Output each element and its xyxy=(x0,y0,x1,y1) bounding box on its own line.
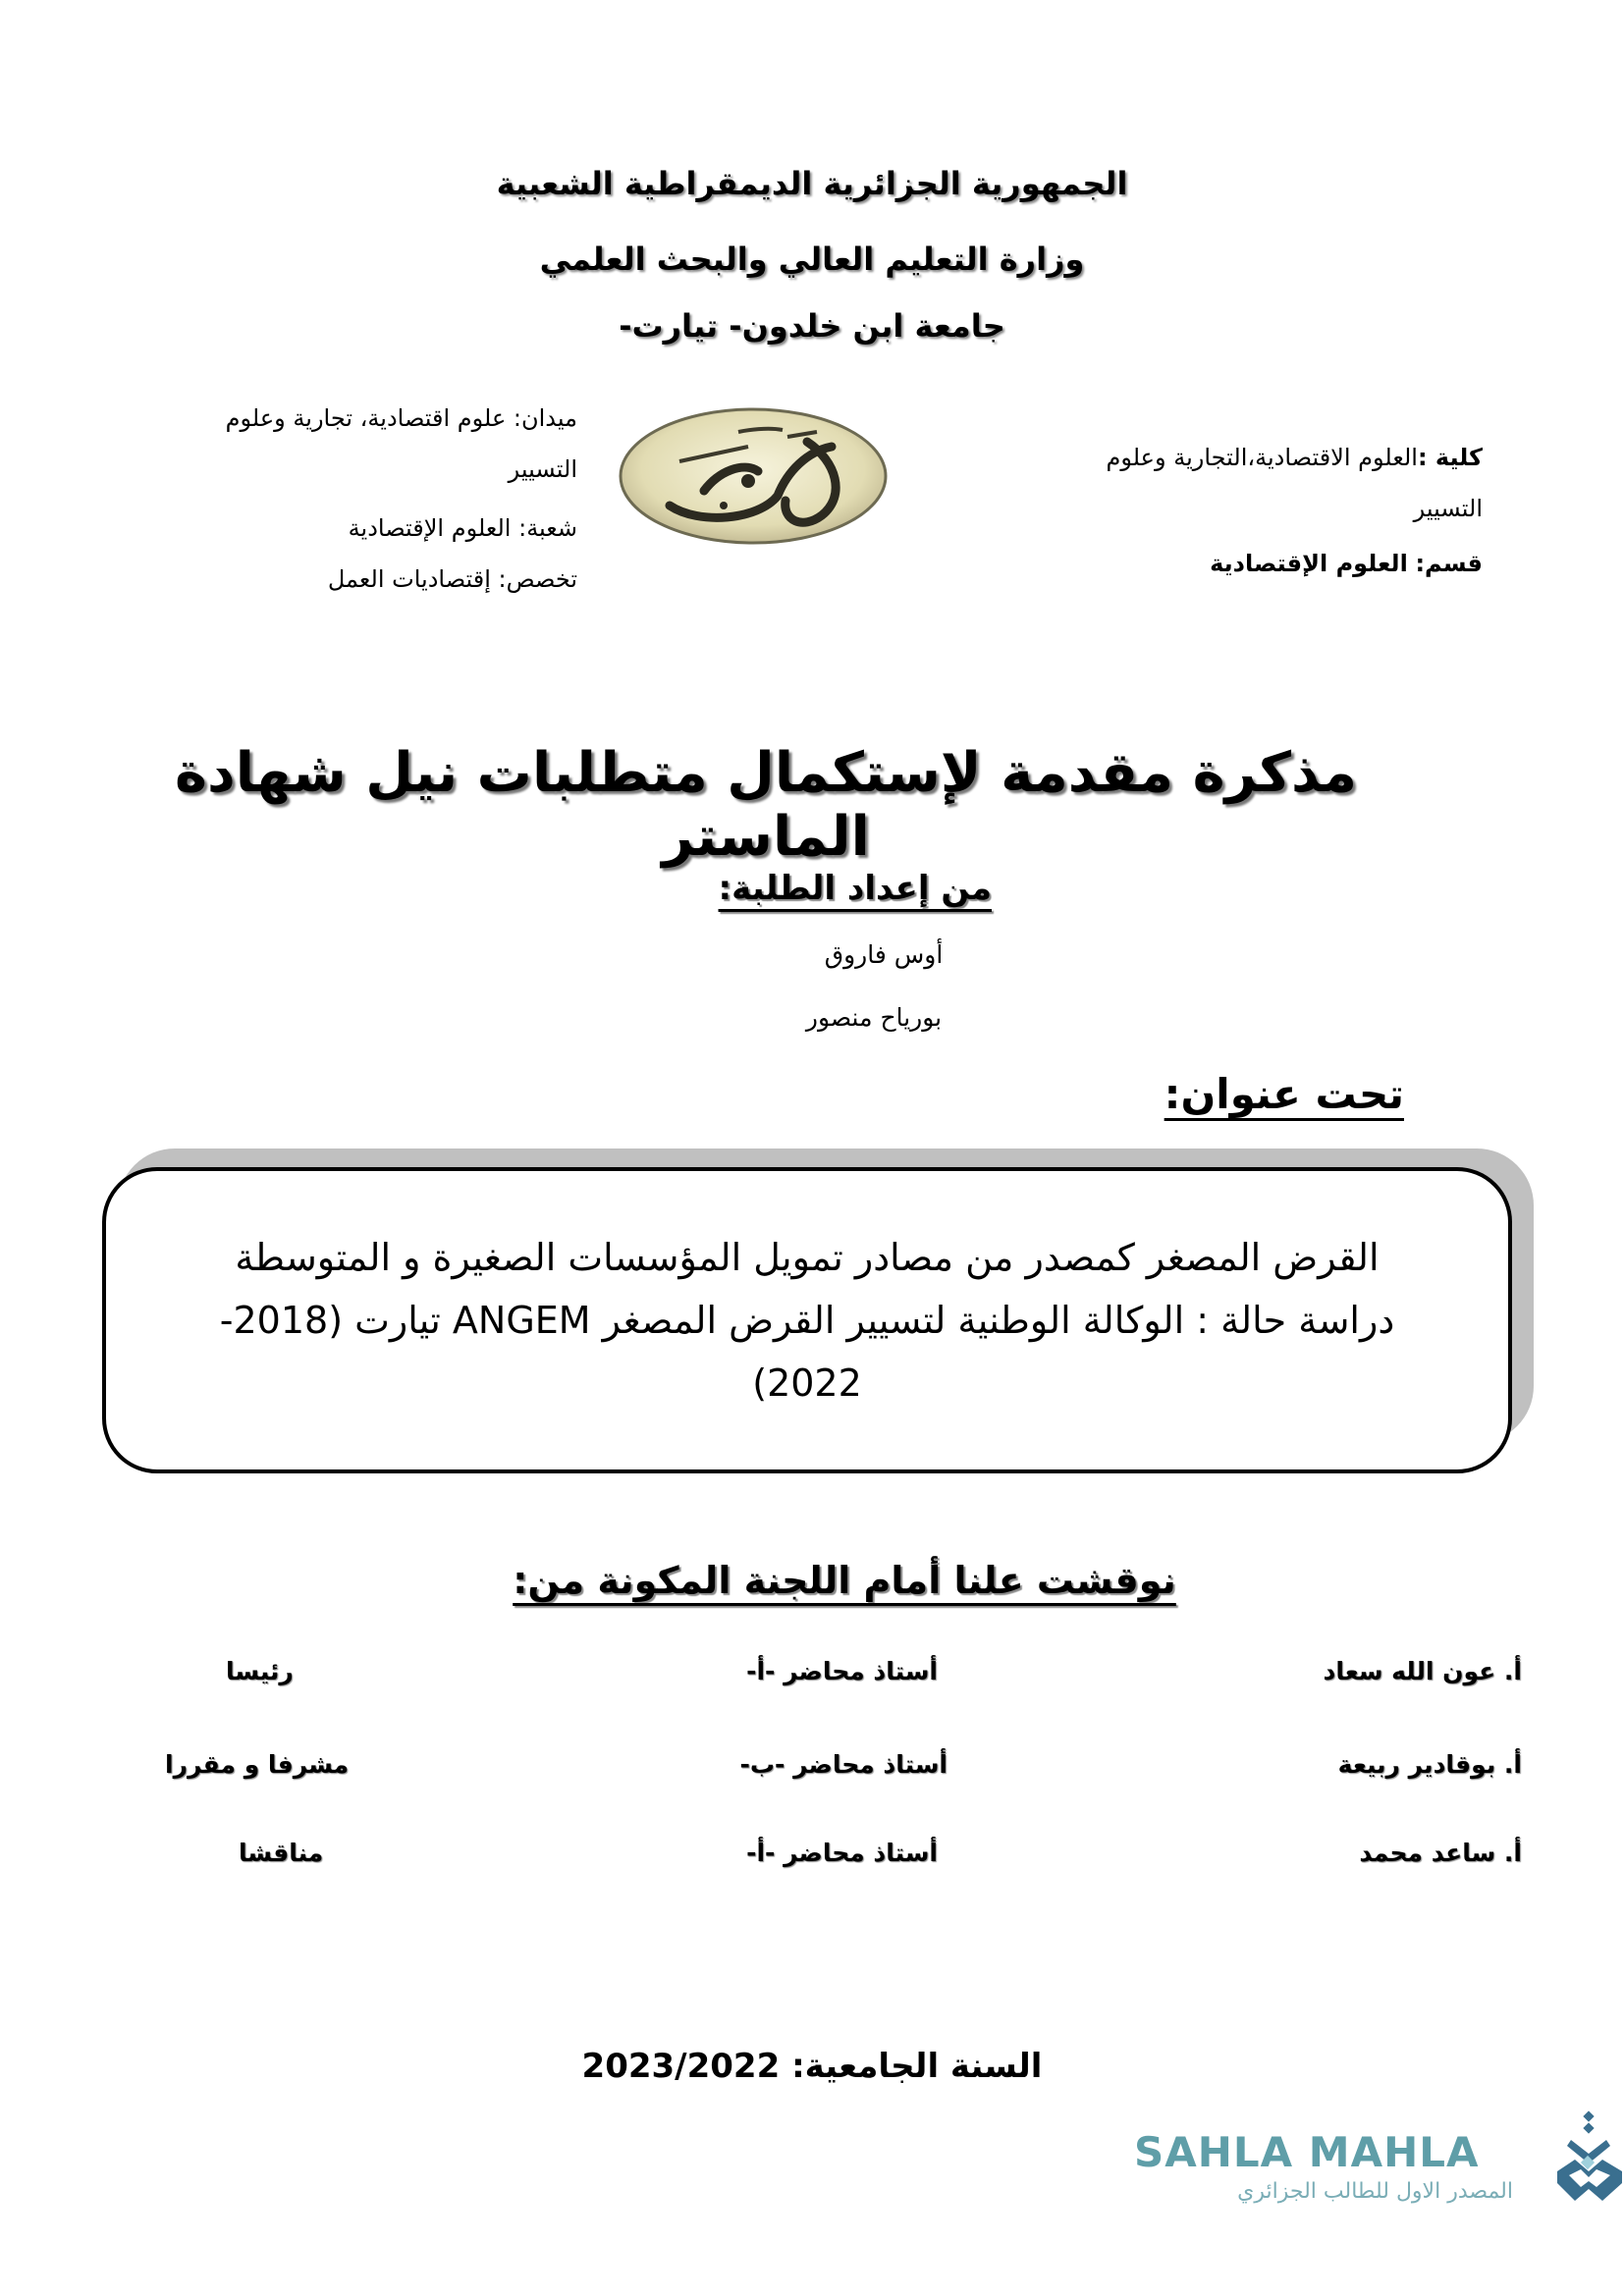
department-line xyxy=(1011,538,1483,589)
thesis-title-line1: القرض المصغر كمصدر من مصادر تمويل المؤسسات الصغيرة و المتوسطة xyxy=(235,1236,1380,1279)
thesis-main-title: مذكرة مقدمة لإستكمال متطلبات نيل شهادة الماستر xyxy=(174,741,1358,869)
field-line2: التسيير xyxy=(508,455,577,483)
committee-member-row xyxy=(147,1839,1522,1888)
member-rank: أستاذ محاضر -أ- xyxy=(746,1839,938,1867)
sahla-mahla-logo-icon xyxy=(1551,2110,1624,2209)
academic-year: السنة الجامعية: 2023/2022 xyxy=(581,2047,1043,2086)
left-info-block xyxy=(126,393,577,605)
branch-label: شعبة: العلوم الإقتصادية xyxy=(348,514,577,542)
student-name: بورياح منصور xyxy=(805,1003,943,1032)
member-role: مناقشا xyxy=(239,1839,324,1867)
member-rank: أستاذ محاضر -أ- xyxy=(746,1657,938,1685)
prepared-by-heading: من إعداد الطلبة: xyxy=(718,869,992,908)
faculty-label: كلية : xyxy=(1417,444,1483,471)
watermark-brand: SAHLA MAHLA xyxy=(1134,2128,1480,2176)
committee-heading: نوقشت علنا أمام اللجنة المكونة من: xyxy=(513,1559,1176,1602)
university-title: جامعة ابن خلدون- تيارت- xyxy=(619,307,1005,345)
department-label: قسم: xyxy=(1415,550,1483,577)
student-name: أوس فاروق xyxy=(824,940,944,969)
member-rank: أستاذ محاضر -ب- xyxy=(739,1750,947,1779)
republic-title: الجمهورية الجزائرية الديمقراطية الشعبية xyxy=(496,165,1128,202)
member-name: أ. بوقادير ربيعة xyxy=(1337,1750,1522,1779)
thesis-title-line2: دراسة حالة : الوكالة الوطنية لتسيير القرض المصغر ANGEM تيارت (2018- xyxy=(219,1299,1395,1342)
faculty-line1 xyxy=(1011,432,1483,483)
member-name: أ. عون الله سعاد xyxy=(1323,1657,1522,1685)
member-name: أ. ساعد محمد xyxy=(1359,1839,1522,1867)
member-role: مشرفا و مقررا xyxy=(165,1750,350,1779)
watermark-tagline: المصدر الاول للطالب الجزائري xyxy=(1237,2179,1513,2204)
sahla-mahla-watermark xyxy=(1134,2128,1546,2226)
department-value: العلوم الإقتصادية xyxy=(1210,550,1408,577)
faculty-value: العلوم الاقتصادية،التجارية وعلوم xyxy=(1106,444,1418,471)
field-line1: ميدان: علوم اقتصادية، تجارية وعلوم xyxy=(225,404,577,432)
faculty-line2: التسيير xyxy=(1413,495,1483,522)
thesis-title-box xyxy=(102,1167,1512,1473)
specialty-label: تخصص: إقتصاديات العمل xyxy=(327,565,577,593)
member-role: رئيسا xyxy=(226,1657,294,1685)
university-seal-icon xyxy=(611,402,895,550)
committee-member-row xyxy=(147,1750,1522,1799)
under-title-heading: تحت عنوان: xyxy=(1164,1070,1404,1118)
right-info-block xyxy=(1011,432,1483,589)
thesis-title-line3: 2022) xyxy=(752,1362,862,1405)
committee-member-row xyxy=(147,1657,1522,1706)
ministry-title: وزارة التعليم العالي والبحث العلمي xyxy=(539,240,1085,278)
